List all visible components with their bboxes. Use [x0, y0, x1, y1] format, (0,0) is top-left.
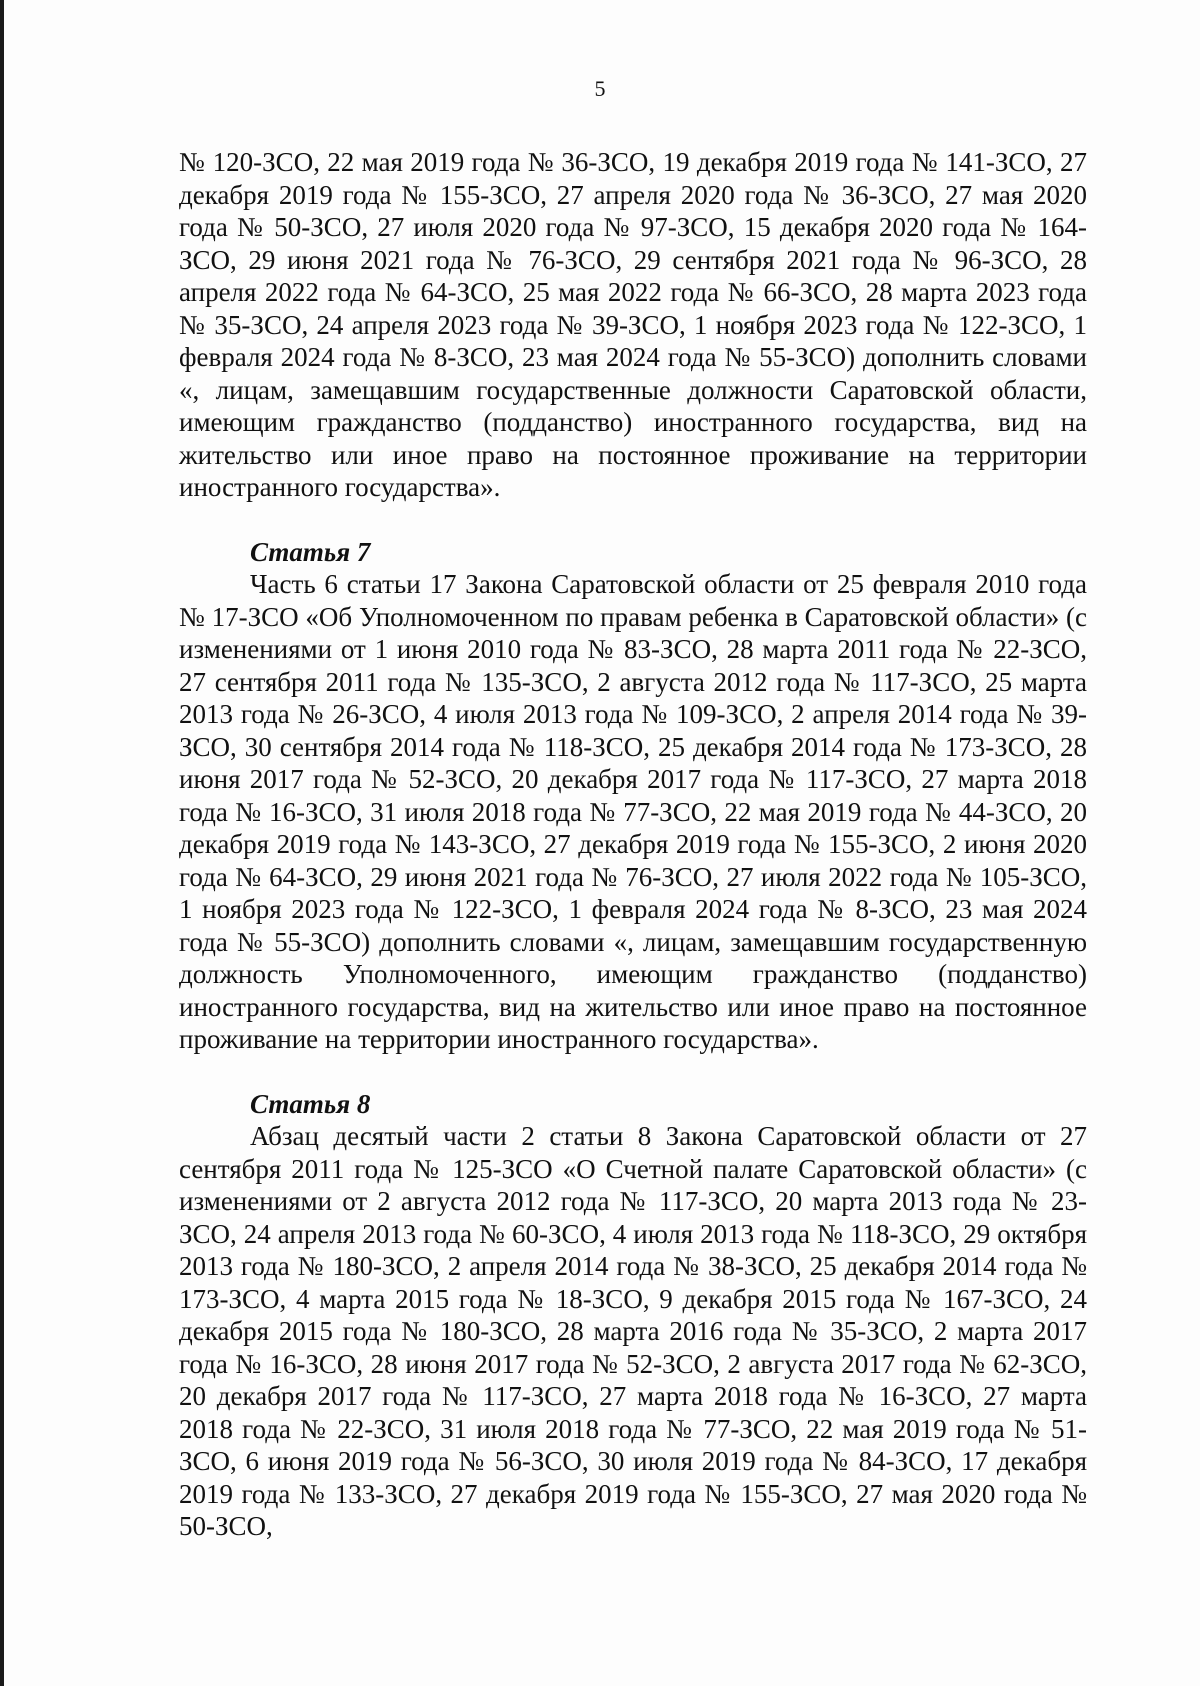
article-8-heading: Статья 8 — [250, 1088, 371, 1119]
article-8-text: Абзац десятый части 2 статьи 8 Закона Саратовской области от 27 сентября 2011 года № 125-ЗСО «О Счетной палате Саратовской области» (с изменениями от 2 августа 2012 года № 117-ЗСО, 20 марта 2013 года № 23-ЗСО, 24 апреля 2013 года № 60-ЗСО, 4 июля 2013 года № 118-ЗСО, 29 октября 2013 года № 180-ЗСО, 2 апреля 2014 года № 38-ЗСО, 25 декабря 2014 года № 173-ЗСО, 4 марта 2015 года № 18-ЗСО, 9 декабря 2015 года № 167-ЗСО, 24 декабря 2015 года № 180-ЗСО, 28 марта 2016 года № 35-ЗСО, 2 марта 2017 года № 16-ЗСО, 28 июня 2017 года № 52-ЗСО, 2 августа 2017 года № 62-ЗСО, 20 декабря 2017 года № 117-ЗСО, 27 марта 2018 года № 16-ЗСО, 27 марта 2018 года № 22-ЗСО, 31 июля 2018 года № 77-ЗСО, 22 мая 2019 года № 51-ЗСО, 6 июня 2019 года № 56-ЗСО, 30 июля 2019 года № 84-ЗСО, 17 декабря 2019 года № 133-ЗСО, 27 декабря 2019 года № 155-ЗСО, 27 мая 2020 года № 50-ЗСО, — [179, 1121, 1087, 1541]
continuation-paragraph: № 120-ЗСО, 22 мая 2019 года № 36-ЗСО, 19 декабря 2019 года № 141-ЗСО, 27 декабря 2019 года № 155-ЗСО, 27 апреля 2020 года № 36-ЗСО, 27 мая 2020 года № 50-ЗСО, 27 июля 2020 года № 97-ЗСО, 15 декабря 2020 года № 164-ЗСО, 29 июня 2021 года № 76-ЗСО, 29 сентября 2021 года № 96-ЗСО, 28 апреля 2022 года № 64-ЗСО, 25 мая 2022 года № 66-ЗСО, 28 марта 2023 года № 35-ЗСО, 24 апреля 2023 года № 39-ЗСО, 1 ноября 2023 года № 122-ЗСО, 1 февраля 2024 года № 8-ЗСО, 23 мая 2024 года № 55-ЗСО) дополнить словами «, лицам, замещавшим государственные должности Саратовской области, имеющим гражданство (подданство) иностранного государства, вид на жительство или иное право на постоянное проживание на территории иностранного государства». — [179, 147, 1087, 502]
article-7-text: Часть 6 статьи 17 Закона Саратовской области от 25 февраля 2010 года № 17-ЗСО «Об Уполномоченном по правам ребенка в Саратовской области» (с изменениями от 1 июня 2010 года № 83-ЗСО, 28 марта 2011 года № 22-ЗСО, 27 сентября 2011 года № 135-ЗСО, 2 августа 2012 года № 117-ЗСО, 25 марта 2013 года № 26-ЗСО, 4 июля 2013 года № 109-ЗСО, 2 апреля 2014 года № 39-ЗСО, 30 сентября 2014 года № 118-ЗСО, 25 декабря 2014 года № 173-ЗСО, 28 июня 2017 года № 52-ЗСО, 20 декабря 2017 года № 117-ЗСО, 27 марта 2018 года № 16-ЗСО, 31 июля 2018 года № 77-ЗСО, 22 мая 2019 года № 44-ЗСО, 20 декабря 2019 года № 143-ЗСО, 27 декабря 2019 года № 155-ЗСО, 2 июня 2020 года № 64-ЗСО, 29 июня 2021 года № 76-ЗСО, 27 июля 2022 года № 105-ЗСО, 1 ноября 2023 года № 122-ЗСО, 1 февраля 2024 года № 8-ЗСО, 23 мая 2024 года № 55-ЗСО) дополнить словами «, лицам, замещавшим государственную должность Уполномоченного, имеющим гражданство (подданство) иностранного государства, вид на жительство или иное право на постоянное проживание на территории иностранного государства». — [179, 569, 1087, 1054]
scan-edge — [0, 0, 4, 1686]
section-spacer — [179, 1056, 1087, 1088]
section-spacer — [179, 504, 1087, 536]
document-body — [179, 146, 1087, 1543]
article-7-heading: Статья 7 — [250, 536, 371, 567]
page-number: 5 — [594, 76, 606, 101]
